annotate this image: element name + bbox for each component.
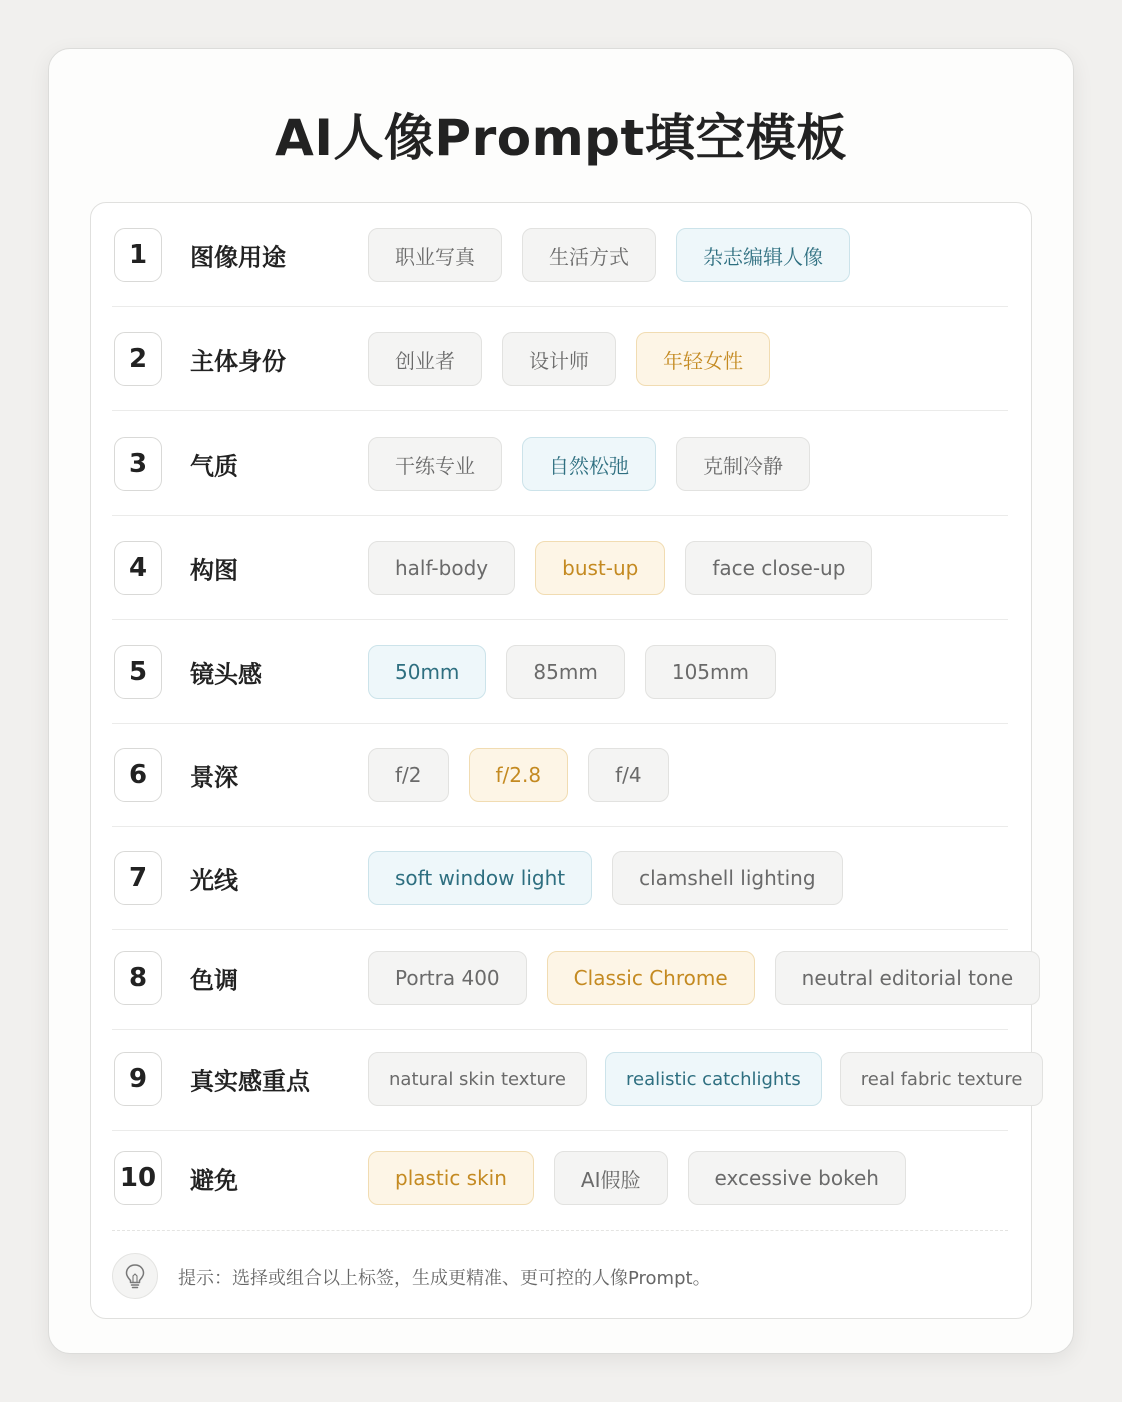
option-tag[interactable]: bust-up xyxy=(535,541,665,595)
tip-bar xyxy=(112,1230,1008,1326)
row-label: 色调 xyxy=(190,966,238,995)
option-tag[interactable]: Portra 400 xyxy=(368,951,527,1005)
row-label: 图像用途 xyxy=(190,243,286,272)
option-row-6 xyxy=(112,723,1008,827)
option-tag[interactable]: 干练专业 xyxy=(368,437,502,491)
option-tag[interactable]: 年轻女性 xyxy=(636,332,770,386)
option-tag[interactable]: Classic Chrome xyxy=(547,951,755,1005)
option-tag[interactable]: soft window light xyxy=(368,851,592,905)
tag-group xyxy=(368,645,776,699)
option-tag[interactable]: 创业者 xyxy=(368,332,482,386)
option-tag[interactable]: 生活方式 xyxy=(522,228,656,282)
option-tag[interactable]: 设计师 xyxy=(502,332,616,386)
option-row-10 xyxy=(112,1126,1008,1230)
tag-group xyxy=(368,332,770,386)
option-tag[interactable]: 自然松弛 xyxy=(522,437,656,491)
option-tag[interactable]: f/2 xyxy=(368,748,449,802)
row-label: 避免 xyxy=(190,1166,238,1195)
page-title: AI人像Prompt填空模板 xyxy=(275,109,847,167)
tag-group xyxy=(368,437,810,491)
tag-group xyxy=(368,541,872,595)
tag-group xyxy=(368,851,843,905)
tag-group xyxy=(368,748,669,802)
row-number-badge: 9 xyxy=(114,1052,162,1106)
row-label: 构图 xyxy=(190,556,238,585)
option-tag[interactable]: 105mm xyxy=(645,645,776,699)
option-row-5 xyxy=(112,620,1008,724)
option-tag[interactable]: real fabric texture xyxy=(840,1052,1044,1106)
row-number-badge: 3 xyxy=(114,437,162,491)
row-number-badge: 10 xyxy=(114,1151,162,1205)
tag-group xyxy=(368,228,850,282)
row-number-badge: 6 xyxy=(114,748,162,802)
row-label: 主体身份 xyxy=(190,347,286,376)
option-row-3 xyxy=(112,412,1008,516)
option-tag[interactable]: 职业写真 xyxy=(368,228,502,282)
option-tag[interactable]: f/4 xyxy=(588,748,669,802)
row-label: 景深 xyxy=(190,763,238,792)
row-label: 光线 xyxy=(190,866,238,895)
tag-group xyxy=(368,951,1040,1005)
option-tag[interactable]: plastic skin xyxy=(368,1151,534,1205)
option-tag[interactable]: 85mm xyxy=(506,645,624,699)
tip-text: 提示：选择或组合以上标签，生成更精准、更可控的人像Prompt。 xyxy=(178,1268,711,1289)
option-row-7 xyxy=(112,826,1008,930)
row-number-badge: 7 xyxy=(114,851,162,905)
row-number-badge: 4 xyxy=(114,541,162,595)
option-tag[interactable]: clamshell lighting xyxy=(612,851,842,905)
option-row-1 xyxy=(112,203,1008,307)
option-tag[interactable]: 50mm xyxy=(368,645,486,699)
option-tag[interactable]: face close-up xyxy=(685,541,872,595)
row-number-badge: 5 xyxy=(114,645,162,699)
option-tag[interactable]: half-body xyxy=(368,541,515,595)
row-number-badge: 8 xyxy=(114,951,162,1005)
row-label: 真实感重点 xyxy=(190,1067,310,1096)
option-tag[interactable]: AI假脸 xyxy=(554,1151,668,1205)
option-row-4 xyxy=(112,516,1008,620)
tag-group xyxy=(368,1052,1043,1106)
option-tag[interactable]: f/2.8 xyxy=(469,748,569,802)
option-tag[interactable]: realistic catchlights xyxy=(605,1052,822,1106)
row-number-badge: 1 xyxy=(114,228,162,282)
option-row-2 xyxy=(112,307,1008,411)
row-label: 气质 xyxy=(190,452,238,481)
option-row-8 xyxy=(112,926,1014,1030)
option-tag[interactable]: neutral editorial tone xyxy=(775,951,1041,1005)
row-label: 镜头感 xyxy=(190,660,262,689)
option-row-9 xyxy=(112,1027,1023,1131)
option-tag[interactable]: excessive bokeh xyxy=(688,1151,906,1205)
row-number-badge: 2 xyxy=(114,332,162,386)
option-tag[interactable]: 克制冷静 xyxy=(676,437,810,491)
option-tag[interactable]: 杂志编辑人像 xyxy=(676,228,850,282)
tag-group xyxy=(368,1151,906,1205)
lightbulb-icon xyxy=(112,1253,158,1299)
option-tag[interactable]: natural skin texture xyxy=(368,1052,587,1106)
